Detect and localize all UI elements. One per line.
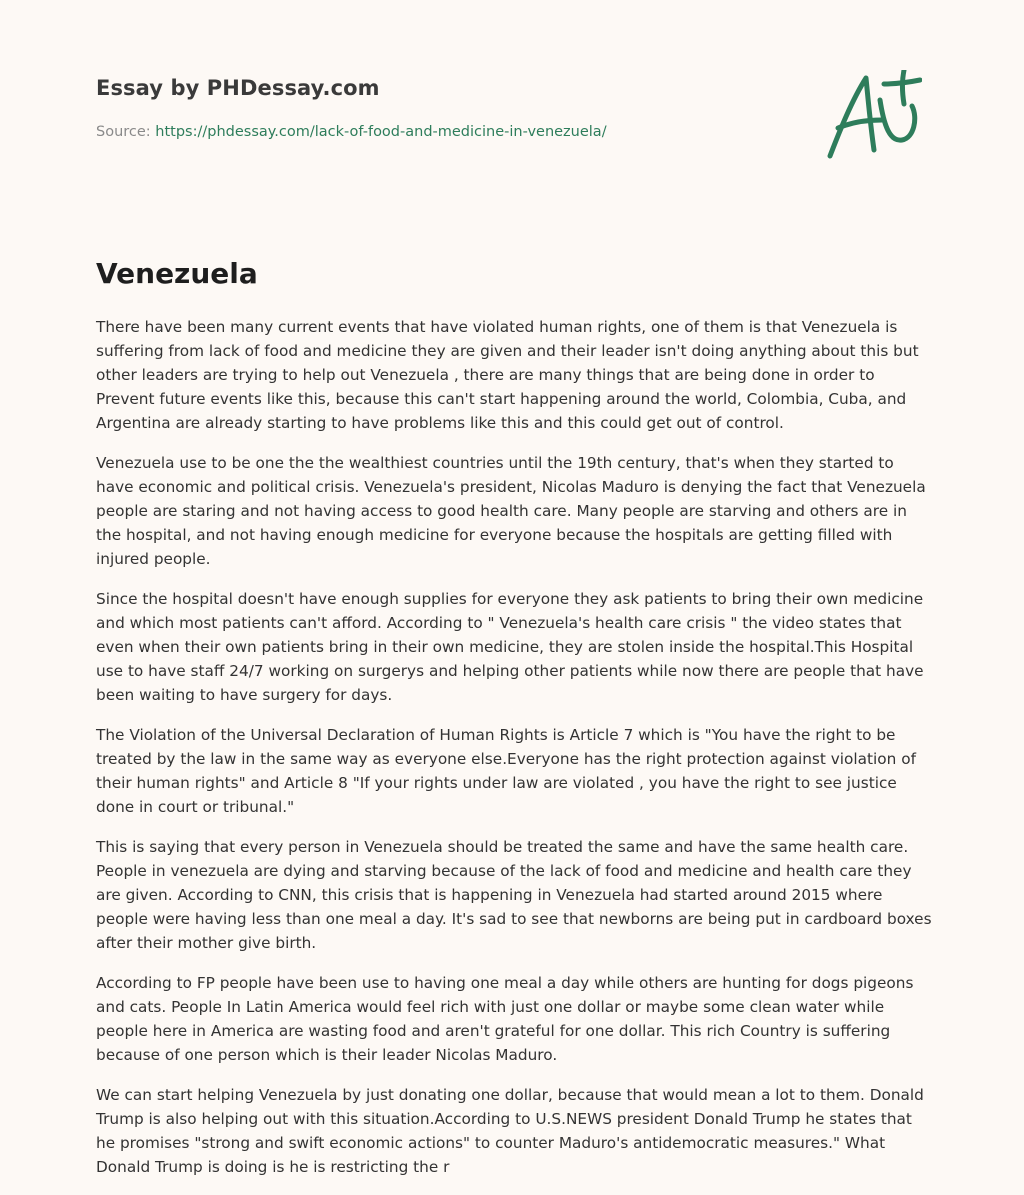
source-link[interactable]: https://phdessay.com/lack-of-food-and-medicine-in-venezuela/ (155, 124, 607, 140)
essay-paragraph: According to FP people have been use to having one meal a day while others are hunting for dogs pigeons and cats. People In Latin America would feel rich with just one dollar or maybe some clean water while people here in America are wasting food and aren't grateful for one dollar. This rich Country is suffering because of one person which is their leader Nicolas Maduro. (96, 974, 914, 1064)
essay-paragraph: The Violation of the Universal Declaration of Human Rights is Article 7 which is "You have the right to be treated by the law in the same way as everyone else.Everyone has the right protection against violation of their human rights" and Article 8 "If your rights under law are violated , you have the right to see justice done in court or tribunal." (96, 726, 916, 816)
site-title: Essay by PHDessay.com (96, 76, 380, 100)
essay-body (96, 315, 932, 1195)
a-plus-logo-icon (822, 70, 922, 164)
essay-paragraph: We can start helping Venezuela by just donating one dollar, because that would mean a lot to them. Donald Trump is also helping out with this situation.According to U.S.NEWS president Donald Trump he states that he promises "strong and swift economic actions" to counter Maduro's antidemocratic measures." What Donald Trump is doing is he is restricting the r (96, 1086, 924, 1176)
essay-paragraph: Venezuela use to be one the the wealthiest countries until the 19th century, that's when they started to have economic and political crisis. Venezuela's president, Nicolas Maduro is denying the fact that Venezuela people are staring and not having access to good health care. Many people are starving and others are in the hospital, and not having enough medicine for everyone because the hospitals are getting filled with injured people. (96, 454, 926, 568)
header (96, 76, 928, 186)
essay-paragraph: Since the hospital doesn't have enough supplies for everyone they ask patients to bring their own medicine and which most patients can't afford. According to " Venezuela's health care crisis " the video states that even when their own patients bring in their own medicine, they are stolen inside the hospital.This Hospital use to have staff 24/7 working on surgerys and helping other patients while now there are people that have been waiting to have surgery for days. (96, 590, 924, 704)
source-line (96, 124, 607, 140)
essay-title: Venezuela (96, 257, 258, 290)
source-label: Source: (96, 124, 151, 140)
essay-paragraph: This is saying that every person in Venezuela should be treated the same and have the same health care. People in venezuela are dying and starving because of the lack of food and medicine and health care they are given. According to CNN, this crisis that is happening in Venezuela had started around 2015 where people were having less than one meal a day. It's sad to see that newborns are being put in cardboard boxes after their mother give birth. (96, 838, 932, 952)
essay-paragraph: There have been many current events that have violated human rights, one of them is that Venezuela is suffering from lack of food and medicine they are given and their leader isn't doing anything about this but other leaders are trying to help out Venezuela , there are many things that are being done in order to Prevent future events like this, because this can't start happening around the world, Colombia, Cuba, and Argentina are already starting to have problems like this and this could get out of control. (96, 318, 919, 432)
